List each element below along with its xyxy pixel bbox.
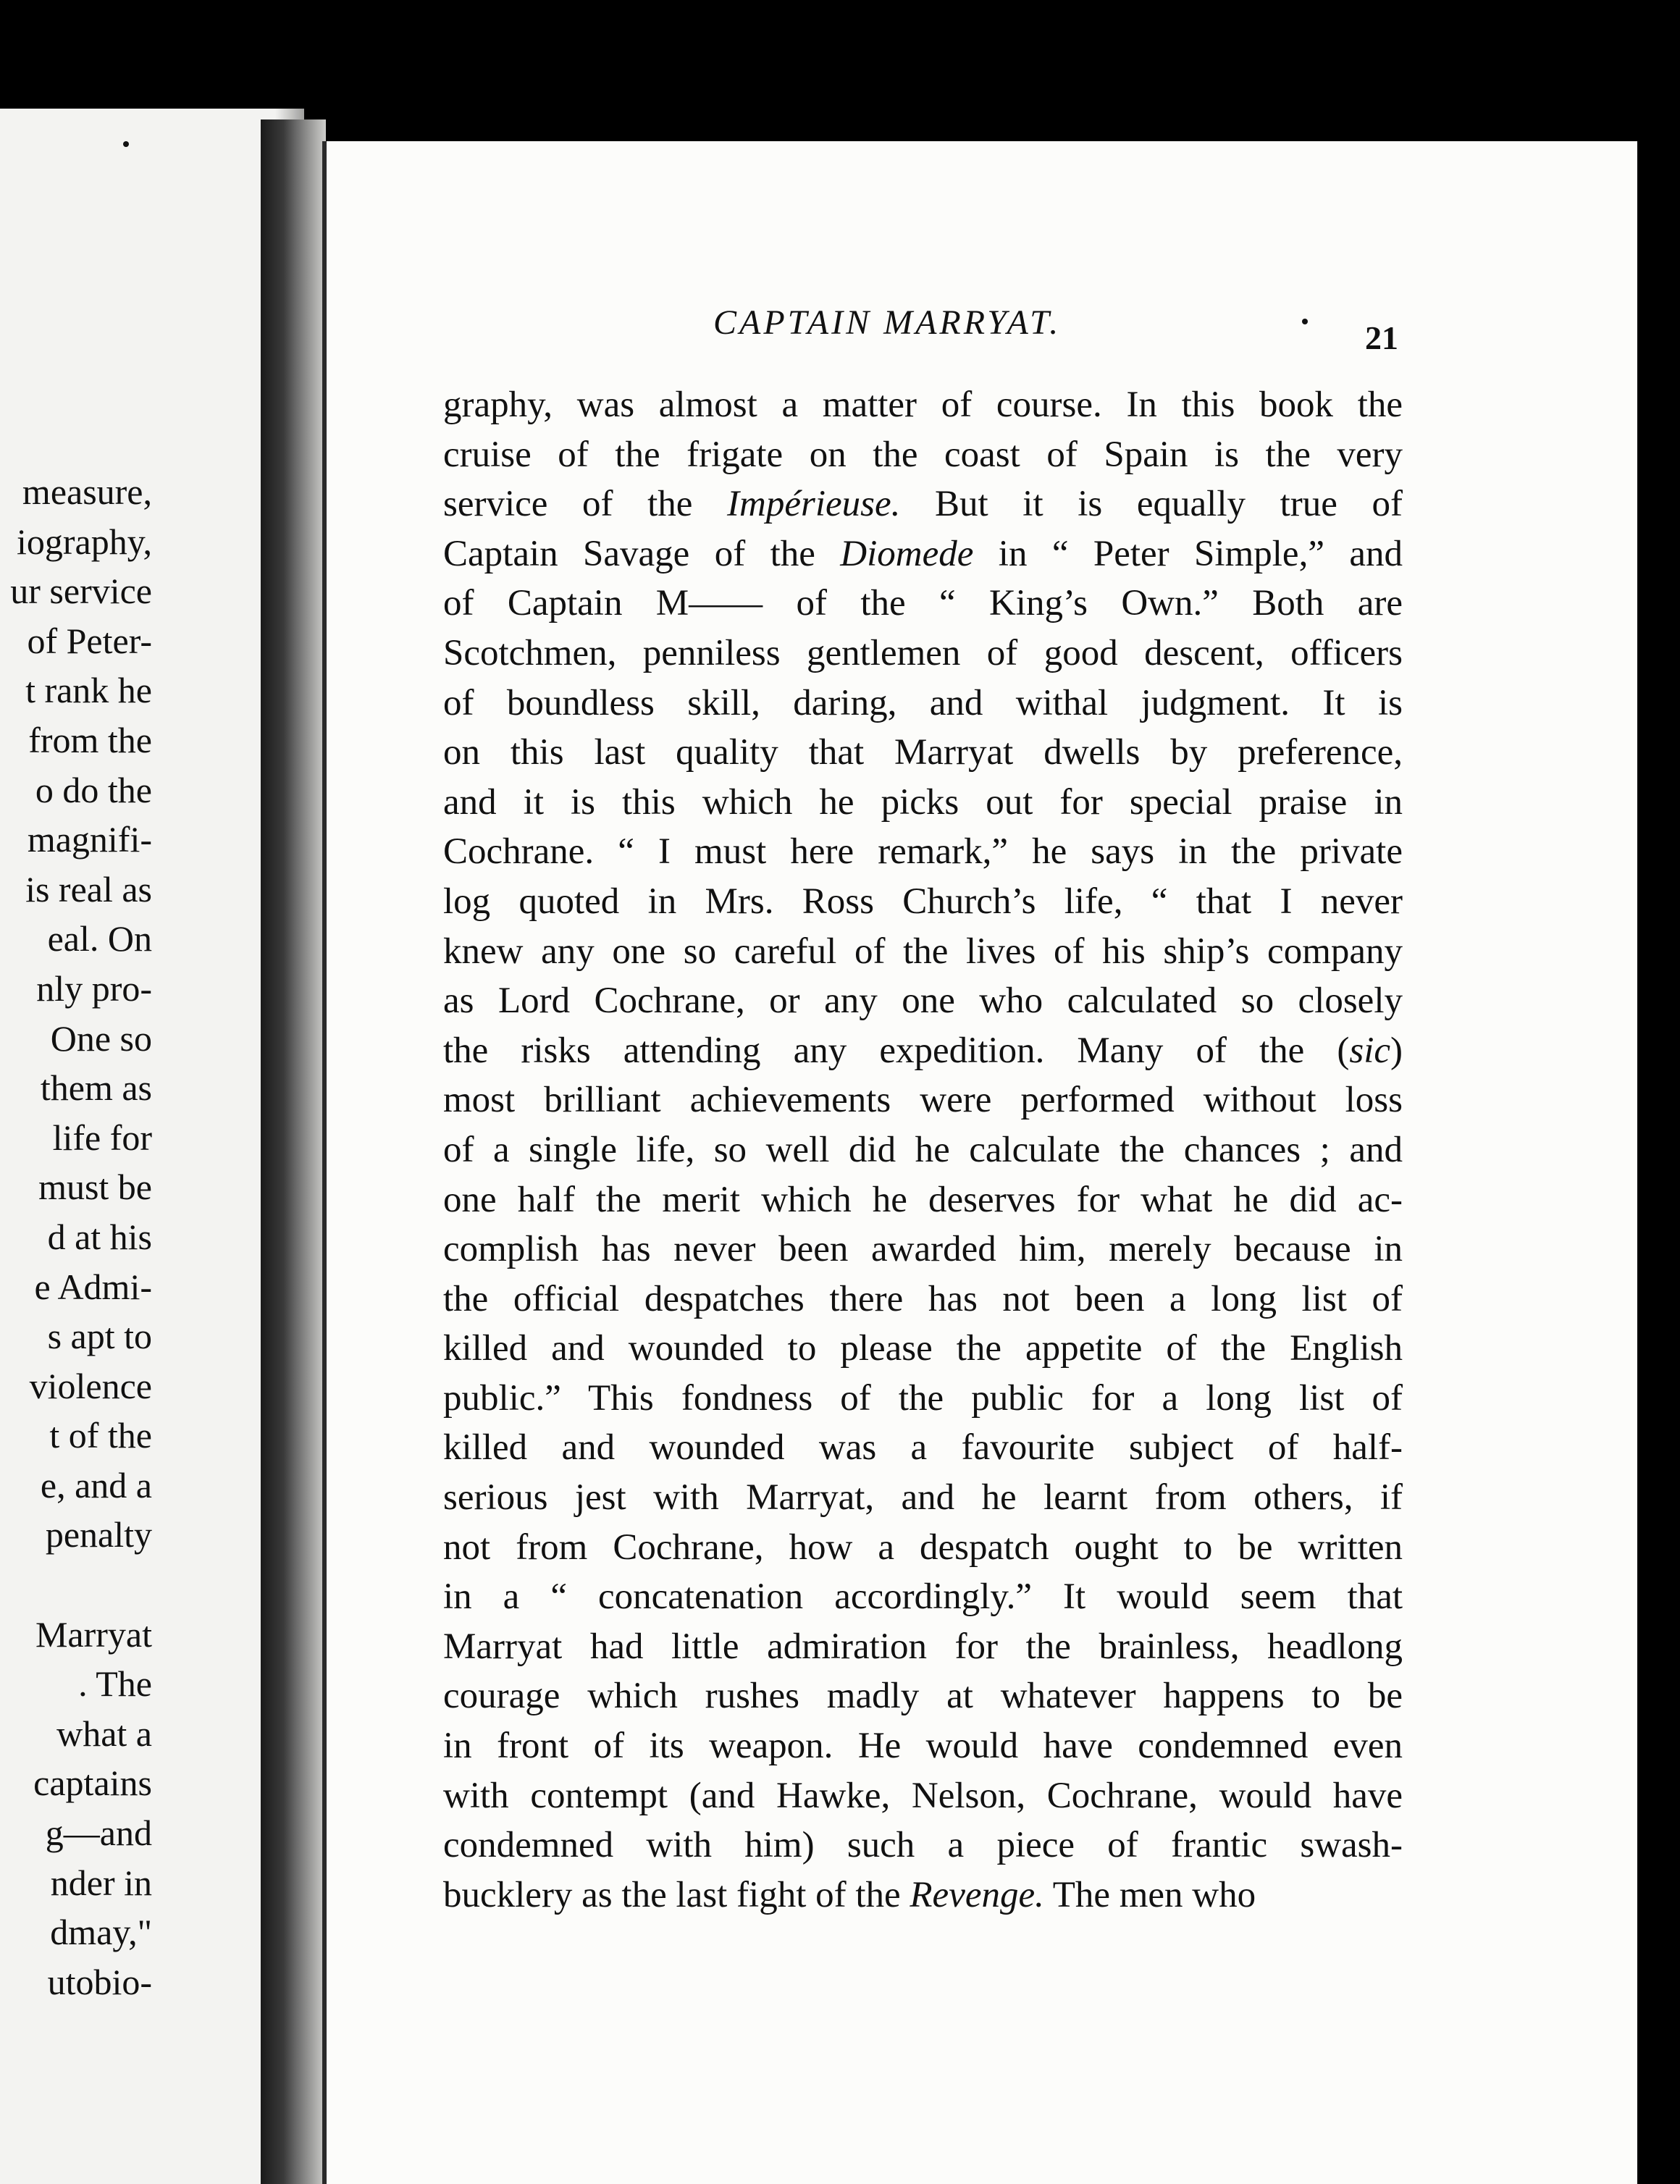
text-line xyxy=(443,1423,1403,1473)
text-line xyxy=(443,430,1403,480)
ink-speck xyxy=(123,141,129,147)
text-segment: killed and wounded to please the appetite of the English xyxy=(443,1328,1403,1369)
text-segment: Marryat had little admiration for the brainless, headlong xyxy=(443,1626,1403,1667)
italic-title: sic xyxy=(1349,1030,1391,1071)
text-line xyxy=(443,728,1403,778)
running-head: CAPTAIN MARRYAT. xyxy=(713,303,1062,342)
left-page-line: nder in xyxy=(50,1862,152,1903)
left-page-line: must be xyxy=(38,1167,152,1208)
text-line xyxy=(443,1572,1403,1622)
text-line xyxy=(443,1125,1403,1175)
text-line xyxy=(443,1622,1403,1672)
text-line xyxy=(443,1324,1403,1374)
text-line xyxy=(443,1671,1403,1721)
text-line xyxy=(443,629,1403,679)
left-page-line: eal. On xyxy=(47,918,152,959)
text-segment: But it is equally true of xyxy=(900,484,1403,525)
text-segment: cruise of the frigate on the coast of Spain is the very xyxy=(443,434,1403,475)
text-line xyxy=(443,529,1403,579)
text-line xyxy=(443,827,1403,877)
body-text xyxy=(443,380,1403,1920)
left-page-line: iography, xyxy=(17,521,152,562)
left-page-line: d at his xyxy=(47,1216,152,1257)
text-line xyxy=(443,1225,1403,1274)
text-segment: as Lord Cochrane, or any one who calculated so closely xyxy=(443,980,1403,1022)
left-page xyxy=(0,109,304,2184)
text-line xyxy=(443,1820,1403,1870)
left-page-line: nly pro- xyxy=(36,967,152,1009)
text-segment: of a single life, so well did he calculate the chances ; and xyxy=(443,1129,1403,1170)
text-segment: graphy, was almost a matter of course. In this book the xyxy=(443,385,1403,425)
ink-speck xyxy=(1302,319,1308,324)
text-segment: in front of its weapon. He would have condemned even xyxy=(443,1726,1403,1767)
left-page-line: magnifi- xyxy=(27,819,152,860)
text-line xyxy=(443,877,1403,927)
text-line xyxy=(443,1374,1403,1424)
text-segment: service of the xyxy=(443,484,728,525)
left-page-line: of Peter- xyxy=(27,620,152,661)
text-line xyxy=(443,380,1403,430)
text-segment: public.” This fondness of the public for a long list of xyxy=(443,1377,1403,1419)
text-line xyxy=(443,1721,1403,1771)
left-page-line: measure, xyxy=(22,471,152,512)
text-segment: of boundless skill, daring, and withal judgment. It is xyxy=(443,682,1403,723)
left-page-text xyxy=(10,467,152,2007)
left-page-line: what a xyxy=(56,1713,152,1754)
text-segment: The men who xyxy=(1043,1874,1256,1915)
text-line xyxy=(443,778,1403,828)
italic-title: Diomede xyxy=(840,533,974,574)
text-segment: knew any one so careful of the lives of his ship’s company xyxy=(443,931,1403,972)
text-segment: complish has never been awarded him, merely because in xyxy=(443,1229,1403,1270)
left-page-line: o do the xyxy=(35,769,152,810)
text-line xyxy=(443,1274,1403,1324)
text-segment: the official despatches there has not been a long list of xyxy=(443,1278,1403,1319)
text-line xyxy=(443,927,1403,977)
left-page-line: e, and a xyxy=(40,1464,152,1505)
text-segment: serious jest with Marryat, and he learnt from others, if xyxy=(443,1477,1403,1519)
left-page-line: . The xyxy=(78,1663,152,1705)
text-segment: Captain Savage of the xyxy=(443,533,841,574)
left-page-line: t of the xyxy=(49,1415,152,1456)
italic-title: Impérieuse. xyxy=(727,484,901,525)
left-page-line: ur service xyxy=(10,571,152,612)
text-segment: most brilliant achievements were performed without loss xyxy=(443,1080,1403,1121)
text-line xyxy=(443,976,1403,1026)
text-segment: not from Cochrane, how a despatch ought to be written xyxy=(443,1526,1403,1568)
text-segment: on this last quality that Marryat dwells by preference, xyxy=(443,732,1403,773)
left-page-line: them as xyxy=(40,1067,152,1109)
text-segment: ) xyxy=(1390,1030,1403,1071)
text-segment: log quoted in Mrs. Ross Church’s life, “ that I never xyxy=(443,881,1403,922)
text-segment: bucklery as the last fight of the xyxy=(443,1874,910,1915)
left-page-line xyxy=(10,1560,152,1610)
text-line xyxy=(443,1473,1403,1523)
text-line xyxy=(443,1523,1403,1573)
text-segment: one half the merit which he deserves for what he did ac- xyxy=(443,1179,1403,1220)
text-segment: courage which rushes madly at whatever happens to be xyxy=(443,1676,1403,1717)
text-line xyxy=(443,579,1403,629)
text-line xyxy=(443,1075,1403,1125)
text-segment: in “ Peter Simple,” and xyxy=(973,533,1403,574)
text-line xyxy=(443,1870,1403,1920)
text-segment: Cochrane. “ I must here remark,” he says in the private xyxy=(443,831,1403,873)
left-page-line: e Admi- xyxy=(34,1266,152,1307)
left-page-line: g—and xyxy=(45,1813,152,1854)
left-page-line: One so xyxy=(50,1017,152,1059)
text-line xyxy=(443,1026,1403,1076)
text-line xyxy=(443,679,1403,728)
text-segment: of Captain M—— of the “ King’s Own.” Both are xyxy=(443,583,1403,624)
text-line xyxy=(443,479,1403,529)
left-page-line: captains xyxy=(33,1763,152,1804)
left-page-line: t rank he xyxy=(25,670,152,711)
text-segment: Scotchmen, penniless gentlemen of good descent, officers xyxy=(443,632,1403,673)
text-segment: the risks attending any expedition. Many of the ( xyxy=(443,1030,1350,1071)
text-segment: in a “ concatenation accordingly.” It would seem that xyxy=(443,1576,1403,1618)
left-page-line: from the xyxy=(28,719,152,760)
text-segment: condemned with him) such a piece of frantic swash- xyxy=(443,1825,1403,1866)
text-line xyxy=(443,1175,1403,1225)
left-page-line: utobio- xyxy=(47,1961,152,2002)
page-number: 21 xyxy=(1365,319,1398,356)
left-page-line: s apt to xyxy=(47,1316,152,1357)
italic-title: Revenge. xyxy=(910,1874,1044,1915)
text-segment: killed and wounded was a favourite subject of half- xyxy=(443,1427,1403,1469)
text-line xyxy=(443,1771,1403,1821)
left-page-line: dmay," xyxy=(50,1912,152,1953)
left-page-line: Marryat xyxy=(35,1613,152,1655)
left-page-line: is real as xyxy=(25,868,152,910)
book-spine xyxy=(261,119,326,2184)
text-segment: with contempt (and Hawke, Nelson, Cochrane, would have xyxy=(443,1775,1403,1816)
text-segment: and it is this which he picks out for special praise in xyxy=(443,781,1403,823)
left-page-line: violence xyxy=(29,1365,152,1406)
left-page-line: penalty xyxy=(45,1514,152,1555)
left-page-line: life for xyxy=(52,1117,152,1158)
